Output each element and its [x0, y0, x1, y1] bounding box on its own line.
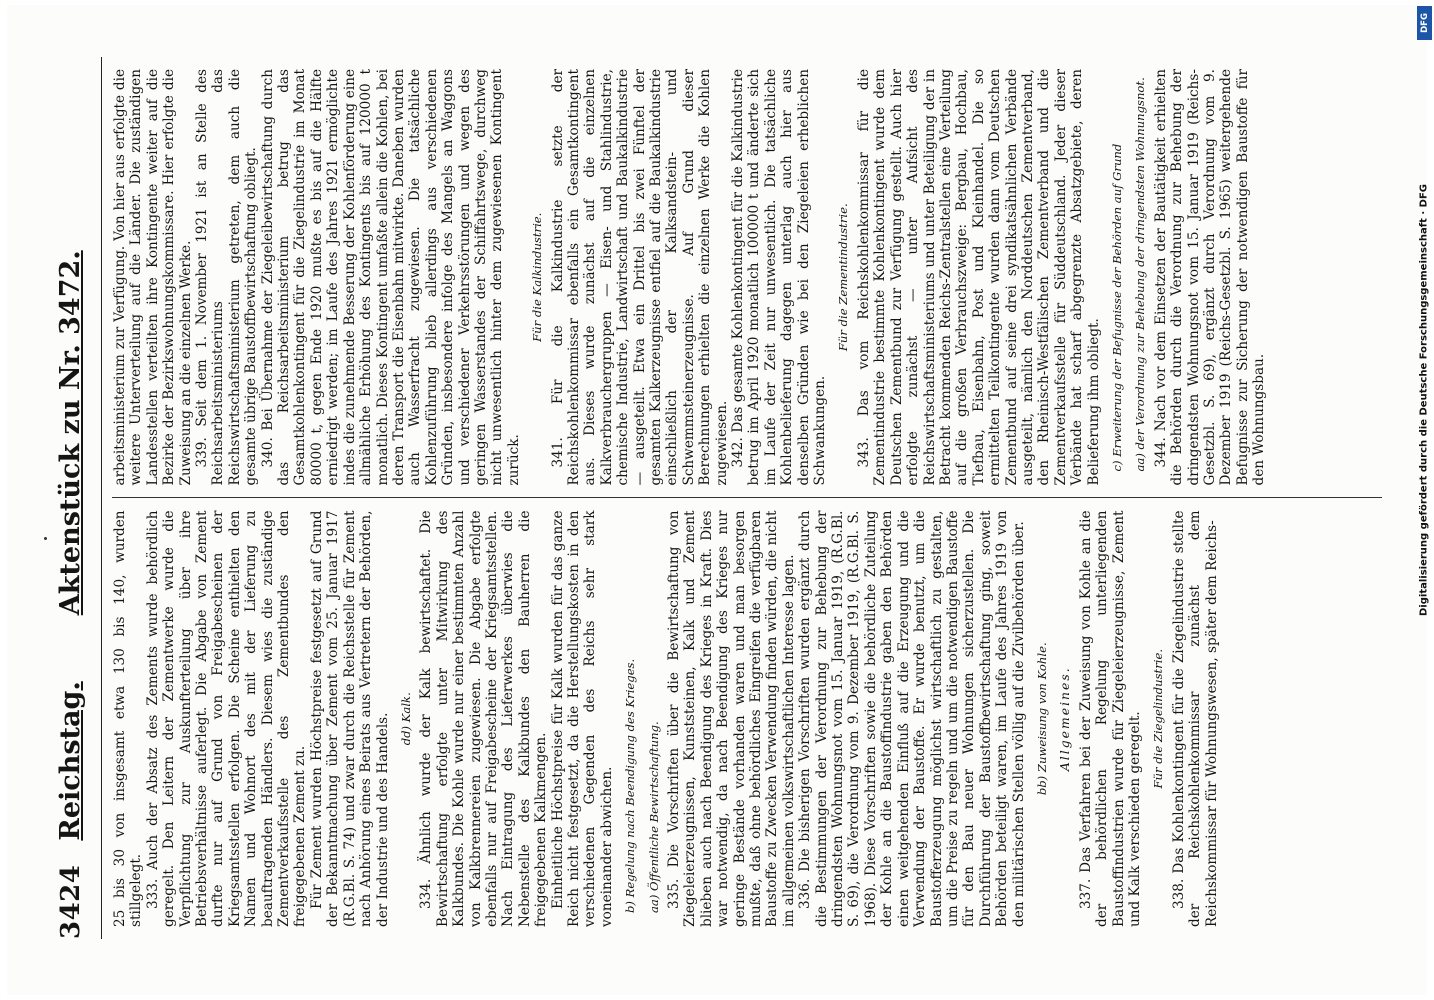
section-heading: Für die Zementindustrie. — [836, 203, 851, 352]
paragraph: 341. Für die Kalkindustrie setzte der Reichskohlenkommissar ebenfalls ein Gesamtkontingent aus. Dieses wurde zunächst auf die einzelnen Kalkverbrauchergruppen — Eisen- und Stahlindustrie, chemische Industrie, Landwirtschaft und Baukalkindustrie — ausgeteilt. Etwa ein Drittel bis zwei Fünftel der gesamten Kalkerzeugnisse entfiel auf die Baukalkindustrie einschließlich der Kalksandstein- und Schwemmsteinerzeugnisse. Auf Grund dieser Berechnungen erhielten die einzelnen Werke die Kohlen zugewiesen. — [549, 69, 730, 486]
paragraph: 344. Nach vor dem Einsetzen der Bautätigkeit erhielten die Behörden durch die Verordnung zur Behebung der dringendsten Wohnungsnot vom 15. Januar 1919 (Reichs-Gesetzbl. S. 69), ergänzt durch Verordnung vom 9. Dezember 1919 (Reichs-Gesetzbl. S. 1965) weitergehende Befugnisse zur Sicherung der notwendigen Baustoffe für den Wohnungsbau. — [1152, 69, 1268, 486]
header-center-title: Aktenstück zu Nr. 3472. — [55, 250, 86, 616]
section-heading: Für die Ziegelindustrie. — [1151, 649, 1166, 789]
section-heading: b) Regelung nach Beendigung des Krieges. — [623, 658, 638, 913]
section-heading: Für die Kalkindustrie. — [530, 212, 545, 342]
paragraph: 340. Bei Übernahme der Ziegeleibewirtschaftung durch das Reichsarbeitsministerium betrug das Gesamtkohlenkontingent für die Ziegelindustrie im Monat 80000 t, gegen Ende 1920 mußte es bis auf die Hälfte erniedrigt werden; im Laufe des Jahres 1921 ermöglichte indes die zunehmende Besserung der Kohlenförderung eine allmähliche Erhöhung des Kontingents bis auf 120000 t monatlich. Dieses Kontingent umfaßte allein die Kohlen, bei deren Transport die Eisenbahn mitwirkte. Daneben wurden auch Wasserfracht zugewiesen. Die tatsächliche Kohlenzuführung blieb allerdings aus verschiedenen Gründen, insbesondere infolge des Mangels an Waggons und verschiedener Verkehrsstörungen und wegen des geringen Wasserstandes der Schiffahrtswege, durchweg nicht unwesentlich hinter dem zugewiesenen Kontingent zurück. — [259, 69, 522, 486]
paragraph: Für Zement wurden Höchstpreise festgesetzt auf Grund der Bekanntmachung über Zement vom 25. Januar 1917 (R.G.Bl. S. 74) und zwar durch die Reichsstelle für Zement nach Anhörung eines Beirats aus Vertretern der Behörden, der Industrie und des Handels. — [308, 510, 391, 927]
right-column — [112, 57, 1382, 498]
paragraph: 333. Auch der Absatz des Zements wurde behördlich geregelt. Den Leitern der Zementwerke wurde die Verpflichtung zur Auskunfterteilung über ihre Betriebsverhältnisse auferlegt. Die Abgabe von Zement durfte nur auf Grund von Freigabescheinen der Kriegsamtsstellen erfolgen. Die Scheine enthielten den Namen und Wohnort des mit der Lieferung zu beauftragenden Händlers. Diesem wies die zuständige Zementverkaufsstelle des Zementbundes den freigegebenen Zement zu. — [144, 510, 309, 927]
section-heading: dd) Kalk. — [398, 692, 413, 746]
paragraph: 337. Das Verfahren bei der Zuweisung von Kohle an die der behördlichen Regelung unterliegenden Baustoffindustrien wurde für Ziegeleierzeugnisse, Zement und Kalk verschieden geregelt. — [1077, 510, 1143, 927]
section-heading: aa) der Verordnung zur Behebung der dringendsten Wohnungsnot. — [1133, 77, 1148, 472]
paragraph: 335. Die Vorschriften über die Bewirtschaftung von Ziegeleierzeugnissen, Kunststeinen, Kalk und Zement blieben auch nach Beendigung des Krieges in Kraft. Dies war notwendig, da nach Beendigung des Krieges nur geringe Bestände vorhanden waren und man besorgen mußte, daß ohne behördliches Eingreifen die verfügbaren Baustoffe zu Zwecken Verwendung finden würden, die nicht im allgemeinen volkswirtschaftlichen Interesse lagen. — [666, 510, 797, 927]
paragraph: 343. Das vom Reichskohlenkommissar für die Zementindustrie bestimmte Kohlenkontingent wurde dem Deutschen Zementbund zur Verfügung gestellt. Auch hier erfolgte zunächst — unter Aufsicht des Reichswirtschaftsministeriums und unter Beteiligung der in Betracht kommenden Reichs-Zentralstellen eine Verteilung auf die großen Verbrauchszweige: Bergbau, Hochbau, Tiefbau, Eisenbahn, Post und Kleinhandel. Die so ermittelten Teilkontingente wurden dann vom Deutschen Zementbund auf seine drei syndikatsähnlichen Verbände ausgeteilt, nämlich den Norddeutschen Zementverband, den Rheinisch-Westfälischen Zementverband und die Zementverkaufsstelle für Süddeutschland. Jeder dieser Verbände hat scharf abgegrenzte Absatzgebiete, deren Belieferung ihm obliegt. — [855, 69, 1102, 486]
section-heading: Allgemeines. — [1057, 666, 1073, 772]
print-speck — [44, 537, 47, 540]
left-column — [112, 498, 1382, 940]
digitization-sidebar — [1414, 0, 1434, 1000]
digitization-credit: Digitalisierung gefördert durch die Deutsche Forschungsgemeinschaft · DFG — [1418, 184, 1430, 616]
section-heading: bb) Zuweisung von Kohle. — [1034, 642, 1049, 796]
paragraph: 336. Die bisherigen Vorschriften wurden ergänzt durch die Bestimmungen der Verordnung zur Behebung der dringendsten Wohnungsnot vom 15. Januar 1919, (R.G.Bl. S. 69), die Verordnung vom 9. Dezember 1919, (R.G.Bl. S. 1968). Diese Vorschriften sowie die behördliche Zuteilung der Kohle an die Baustoffindustrie gaben den Behörden einen weitgehenden Einfluß auf die Erzeugung und die Verwendung der Baustoffe. Er wurde benutzt, um die Baustofferzeugung möglichst wirtschaftlich zu gestalten, um die Preise zu regeln und um die notwendigen Baustoffe für den Bau neuer Wohnungen sicherzustellen. Die Durchführung der Baustoffbewirtschaftung ging, soweit Behörden beteiligt waren, im Laufe des Jahres 1919 von den militärischen Stellen völlig auf die Zivilbehörden über. — [797, 510, 1027, 927]
paragraph: 338. Das Kohlenkontingent für die Ziegelindustrie stellte der Reichskohlenkommissar zunächst dem Reichskommissar für Wohnungswesen, später dem Reichs- — [1170, 510, 1220, 927]
paragraph: arbeitsministerium zur Verfügung. Von hier aus erfolgte die weitere Unterverteilung auf die Länder. Die zuständigen Landesstellen verteilten ihre Kontingente weiter auf die Bezirke der Bezirkswohnungskommissare. Hier erfolgte die Zuweisung an die einzelnen Werke. — [112, 69, 194, 486]
paragraph: 334. Ähnlich wurde der Kalk bewirtschaftet. Die Bewirtschaftung erfolgte unter Mitwirkung des Kalkbundes. Die Kohle wurde nur einer bestimmten Anzahl von Kalkbrennereien zugewiesen. Die Abgabe erfolgte ebenfalls nur auf Freigabescheine der Kriegsamtsstellen. Nach Eintragung des Lieferwerkes überwies die Nebenstelle des Kalkbundes den Bauherren die freigegebenen Kalkmengen. — [418, 510, 550, 927]
paragraph: 342. Das gesamte Kohlenkontingent für die Kalkindustrie betrug im April 1920 monatlich 100000 t und änderte sich im Laufe der Zeit nur unwesentlich. Die tatsächliche Kohlenbelieferung dagegen unterlag auch hier aus denselben Gründen wie bei den Ziegeleien erheblichen Schwankungen. — [730, 69, 829, 486]
paragraph: Einheitliche Höchstpreise für Kalk wurden für das ganze Reich nicht festgesetzt, da die Herstellungskosten in den verschiedenen Gegenden des Reichs sehr stark voneinander abwichen. — [549, 510, 615, 927]
document-page — [7, 5, 1427, 995]
text-columns — [112, 57, 1382, 939]
page-number: 3424 — [56, 864, 86, 939]
section-heading: aa) Öffentliche Bewirtschaftung. — [646, 721, 661, 913]
paragraph: 339. Seit dem 1. November 1921 ist an Stelle des Reichsarbeitsministeriums das Reichswirtschaftsministerium getreten, dem auch die gesamte übrige Baustoffbewirtschaftung obliegt. — [194, 69, 260, 486]
dfg-logo — [1417, 6, 1432, 40]
header-left-title: Reichstag. — [55, 681, 86, 841]
page-header — [55, 57, 102, 939]
section-heading: c) Erweiterung der Befugnisse der Behörden auf Grund — [1109, 143, 1124, 472]
paragraph: 25 bis 30 von insgesamt etwa 130 bis 140, wurden stillgelegt. — [112, 510, 145, 927]
dfg-logo-text: DFG — [1419, 13, 1430, 33]
